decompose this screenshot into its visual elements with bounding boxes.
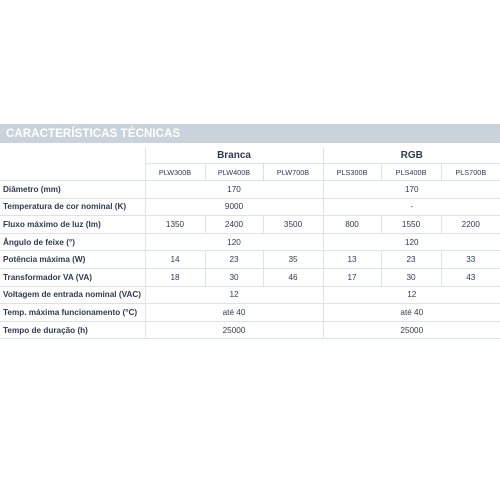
row-label: Temp. máxima funcionamento (°C) bbox=[0, 304, 145, 322]
row-label: Potência máxima (W) bbox=[0, 251, 145, 269]
group-branca: Branca bbox=[145, 148, 323, 164]
value-cell: 2400 bbox=[205, 216, 263, 234]
table-row bbox=[0, 321, 500, 339]
value-cell: até 40 bbox=[145, 304, 323, 322]
model-header: PLS400B bbox=[381, 164, 441, 181]
header-blank-cell bbox=[0, 148, 145, 164]
value-cell: 30 bbox=[381, 269, 441, 287]
section-title: CARACTERÍSTICAS TÉCNICAS bbox=[0, 124, 500, 143]
row-label: Fluxo máximo de luz (lm) bbox=[0, 216, 145, 234]
value-cell: 120 bbox=[323, 233, 500, 251]
row-label: Temperatura de cor nominal (K) bbox=[0, 198, 145, 216]
specs-section bbox=[0, 124, 500, 339]
value-cell: 46 bbox=[263, 269, 323, 287]
value-cell: 3500 bbox=[263, 216, 323, 234]
row-label: Voltagem de entrada nominal (VAC) bbox=[0, 286, 145, 304]
value-cell: 13 bbox=[323, 251, 381, 269]
value-cell: 2200 bbox=[441, 216, 500, 234]
table-row bbox=[0, 304, 500, 322]
model-header: PLS300B bbox=[323, 164, 381, 181]
value-cell: 120 bbox=[145, 233, 323, 251]
row-label: Diâmetro (mm) bbox=[0, 181, 145, 199]
model-header: PLW300B bbox=[145, 164, 205, 181]
value-cell: 33 bbox=[441, 251, 500, 269]
value-cell: 23 bbox=[205, 251, 263, 269]
row-label: Ângulo de feixe (°) bbox=[0, 233, 145, 251]
value-cell: 43 bbox=[441, 269, 500, 287]
value-cell: 170 bbox=[145, 181, 323, 199]
value-cell: 30 bbox=[205, 269, 263, 287]
model-header-row bbox=[0, 164, 500, 181]
value-cell: 1550 bbox=[381, 216, 441, 234]
value-cell: 12 bbox=[323, 286, 500, 304]
value-cell: 25000 bbox=[145, 321, 323, 339]
specs-table bbox=[0, 148, 500, 339]
value-cell: 12 bbox=[145, 286, 323, 304]
model-header: PLW700B bbox=[263, 164, 323, 181]
value-cell: 23 bbox=[381, 251, 441, 269]
value-cell: 800 bbox=[323, 216, 381, 234]
value-cell: 1350 bbox=[145, 216, 205, 234]
value-cell: 25000 bbox=[323, 321, 500, 339]
table-row bbox=[0, 198, 500, 216]
table-row bbox=[0, 216, 500, 234]
value-cell: 35 bbox=[263, 251, 323, 269]
value-cell: - bbox=[323, 198, 500, 216]
row-label: Transformador VA (VA) bbox=[0, 269, 145, 287]
table-row bbox=[0, 233, 500, 251]
group-header-row bbox=[0, 148, 500, 164]
table-row bbox=[0, 251, 500, 269]
value-cell: 9000 bbox=[145, 198, 323, 216]
value-cell: até 40 bbox=[323, 304, 500, 322]
value-cell: 18 bbox=[145, 269, 205, 287]
row-label: Tempo de duração (h) bbox=[0, 321, 145, 339]
model-header: PLW400B bbox=[205, 164, 263, 181]
group-rgb: RGB bbox=[323, 148, 500, 164]
header-blank-cell bbox=[0, 164, 145, 181]
table-row bbox=[0, 181, 500, 199]
table-row bbox=[0, 269, 500, 287]
value-cell: 14 bbox=[145, 251, 205, 269]
table-row bbox=[0, 286, 500, 304]
value-cell: 17 bbox=[323, 269, 381, 287]
model-header: PLS700B bbox=[441, 164, 500, 181]
value-cell: 170 bbox=[323, 181, 500, 199]
